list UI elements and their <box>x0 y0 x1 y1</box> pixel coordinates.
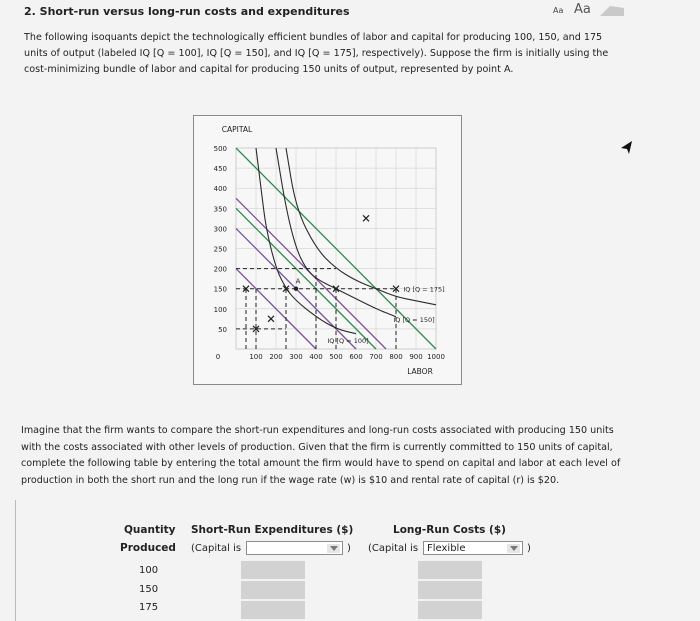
point-a-marker <box>294 287 298 291</box>
dropdown-arrow-icon[interactable] <box>507 544 520 553</box>
quantity-150: 150 <box>139 584 159 595</box>
curve-label-3: IQ [Q = 100] <box>327 337 369 346</box>
y-tick-label: 300 <box>213 225 227 234</box>
y-tick-label: 200 <box>213 265 227 274</box>
long-run-input-175[interactable] <box>418 601 482 619</box>
y-tick-label: 400 <box>213 185 227 194</box>
y-tick-label: 100 <box>213 305 227 314</box>
x-axis-label: LABOR <box>407 367 433 376</box>
isoquant-chart <box>194 116 461 384</box>
y-tick-label: 250 <box>213 245 227 254</box>
short-run-capital-prefix: (Capital is <box>191 543 242 554</box>
y-tick-label: 350 <box>213 205 227 214</box>
long-run-capital-select[interactable] <box>423 541 523 555</box>
long-run-capital-suffix: ) <box>527 543 531 554</box>
short-run-capital-select[interactable] <box>246 541 343 555</box>
curve-label-2: IQ [Q = 150] <box>393 315 435 324</box>
dropdown-arrow-icon[interactable] <box>327 544 340 553</box>
x-tick-label: 900 <box>409 353 423 361</box>
y-tick-label: 150 <box>213 285 227 294</box>
produced-header: Produced <box>120 542 176 554</box>
intro-text: The following isoquants depict the technologically efficient bundles of labor and capital for producing 100, 150, and 175 units of output (labeled IQ [Q = 100], IQ [Q = 150], and IQ [Q = 175], respectively). Suppose the firm is initially using the cost-minimizing bundle of labor and capital for producing 150 units of output, represented by point A. <box>24 32 609 75</box>
x-tick-label: 300 <box>289 353 303 361</box>
curve-label-1: IQ [Q = 175] <box>403 285 445 294</box>
long-run-capital-value: Flexible <box>427 543 466 554</box>
short-run-input-175[interactable] <box>241 601 305 619</box>
y-axis-label: CAPITAL <box>221 125 253 134</box>
x-tick-label: 200 <box>269 353 283 361</box>
cursor-icon <box>621 141 633 155</box>
x-tick-label: 400 <box>309 353 323 361</box>
long-run-input-100[interactable] <box>418 561 482 579</box>
x-tick-label: 100 <box>249 353 263 361</box>
x-tick-label: 1000 <box>427 353 445 361</box>
instructions-text: Imagine that the firm wants to compare the short-run expenditures and long-run costs associated with producing 150 units with the costs associated with other levels of production. Given that the firm is currently committed to 150 units of capital, complete the following table by entering the total amount the firm would have to spend on capital and labor at each level of production in both the short run and the long run if the wage rate (w) is $10 and rental rate of capital (r) is $20. <box>21 425 621 486</box>
font-increase-button[interactable]: Aa <box>574 2 591 17</box>
short-run-input-100[interactable] <box>241 561 305 579</box>
x-tick-label: 0 <box>215 353 221 361</box>
font-size-icon[interactable] <box>600 6 624 16</box>
y-tick-label: 50 <box>218 325 227 334</box>
x-tick-label: 800 <box>389 353 403 361</box>
x-tick-label: 500 <box>329 353 343 361</box>
quantity-100: 100 <box>139 565 159 576</box>
short-run-header: Short-Run Expenditures ($) <box>191 524 354 536</box>
long-run-capital-prefix: (Capital is <box>368 543 419 554</box>
x-tick-label: 600 <box>349 353 363 361</box>
y-tick-label: 450 <box>213 165 227 174</box>
y-tick-label: 500 <box>213 145 227 153</box>
short-run-capital-suffix: ) <box>347 543 351 554</box>
x-tick-label: 700 <box>369 353 383 361</box>
long-run-input-150[interactable] <box>418 581 482 599</box>
short-run-input-150[interactable] <box>241 581 305 599</box>
font-decrease-button[interactable]: Aa <box>553 6 564 15</box>
long-run-header: Long-Run Costs ($) <box>393 524 506 536</box>
question-title: 2. Short-run versus long-run costs and expenditures <box>24 5 350 18</box>
point-a-label: A <box>295 277 301 286</box>
quantity-175: 175 <box>139 602 159 613</box>
top-bar <box>0 0 700 22</box>
quantity-header: Quantity <box>124 524 176 536</box>
left-divider <box>15 500 16 621</box>
isoquant-graph <box>193 115 462 385</box>
